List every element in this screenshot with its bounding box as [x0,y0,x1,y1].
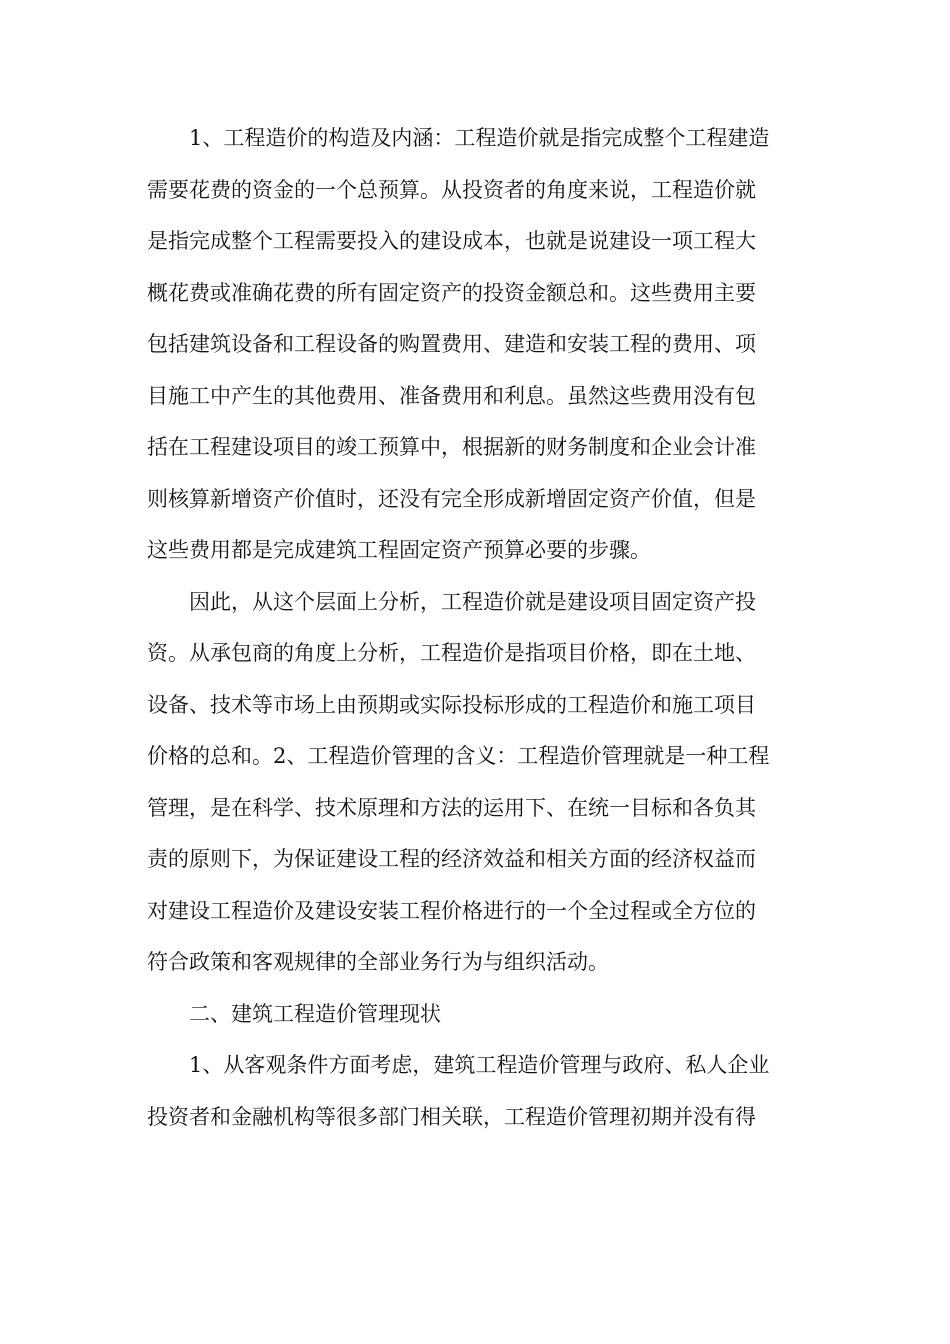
text-line: 1、工程造价的构造及内涵：工程造价就是指完成整个工程建造 [189,126,770,150]
text-line: 因此，从这个层面上分析，工程造价就是建设项目固定资产投 [189,589,756,614]
text-line: 资。从承包商的角度上分析，工程造价是指项目价格，即在土地、 [147,641,756,665]
text-line: 则核算新增资产价值时，还没有完全形成新增固定资产价值，但是 [147,486,756,511]
text-line: 需要花费的资金的一个总预算。从投资者的角度来说，工程造价就 [147,177,756,202]
text-line: 投资者和金融机构等很多部门相关联，工程造价管理初期并没有得 [147,1104,756,1129]
text-line: 包括建筑设备和工程设备的购置费用、建造和安装工程的费用、项 [147,332,756,356]
text-line: 管理，是在科学、技术原理和方法的运用下、在统一目标和各负其 [147,795,756,820]
text-line: 1、从客观条件方面考虑，建筑工程造价管理与政府、私人企业 [189,1053,770,1077]
text-line: 价格的总和。2、工程造价管理的含义：工程造价管理就是一种工程 [147,744,770,768]
text-line: 目施工中产生的其他费用、准备费用和利息。虽然这些费用没有包 [147,383,756,408]
text-line: 设备、技术等市场上由预期或实际投标形成的工程造价和施工项目 [147,692,756,717]
text-line: 符合政策和客观规律的全部业务行为与组织活动。 [147,950,609,974]
text-line: 对建设工程造价及建设安装工程价格进行的一个全过程或全方位的 [147,898,756,923]
section-heading: 二、建筑工程造价管理现状 [189,1001,441,1026]
body-text [147,117,807,1147]
text-line: 这些费用都是完成建筑工程固定资产预算必要的步骤。 [147,538,651,562]
text-line: 括在工程建设项目的竣工预算中，根据新的财务制度和企业会计准 [147,435,756,459]
text-line: 责的原则下，为保证建设工程的经济效益和相关方面的经济权益而 [147,847,756,871]
text-line: 概花费或准确花费的所有固定资产的投资金额总和。这些费用主要 [147,280,756,305]
text-line: 是指完成整个工程需要投入的建设成本，也就是说建设一项工程大 [147,229,756,253]
